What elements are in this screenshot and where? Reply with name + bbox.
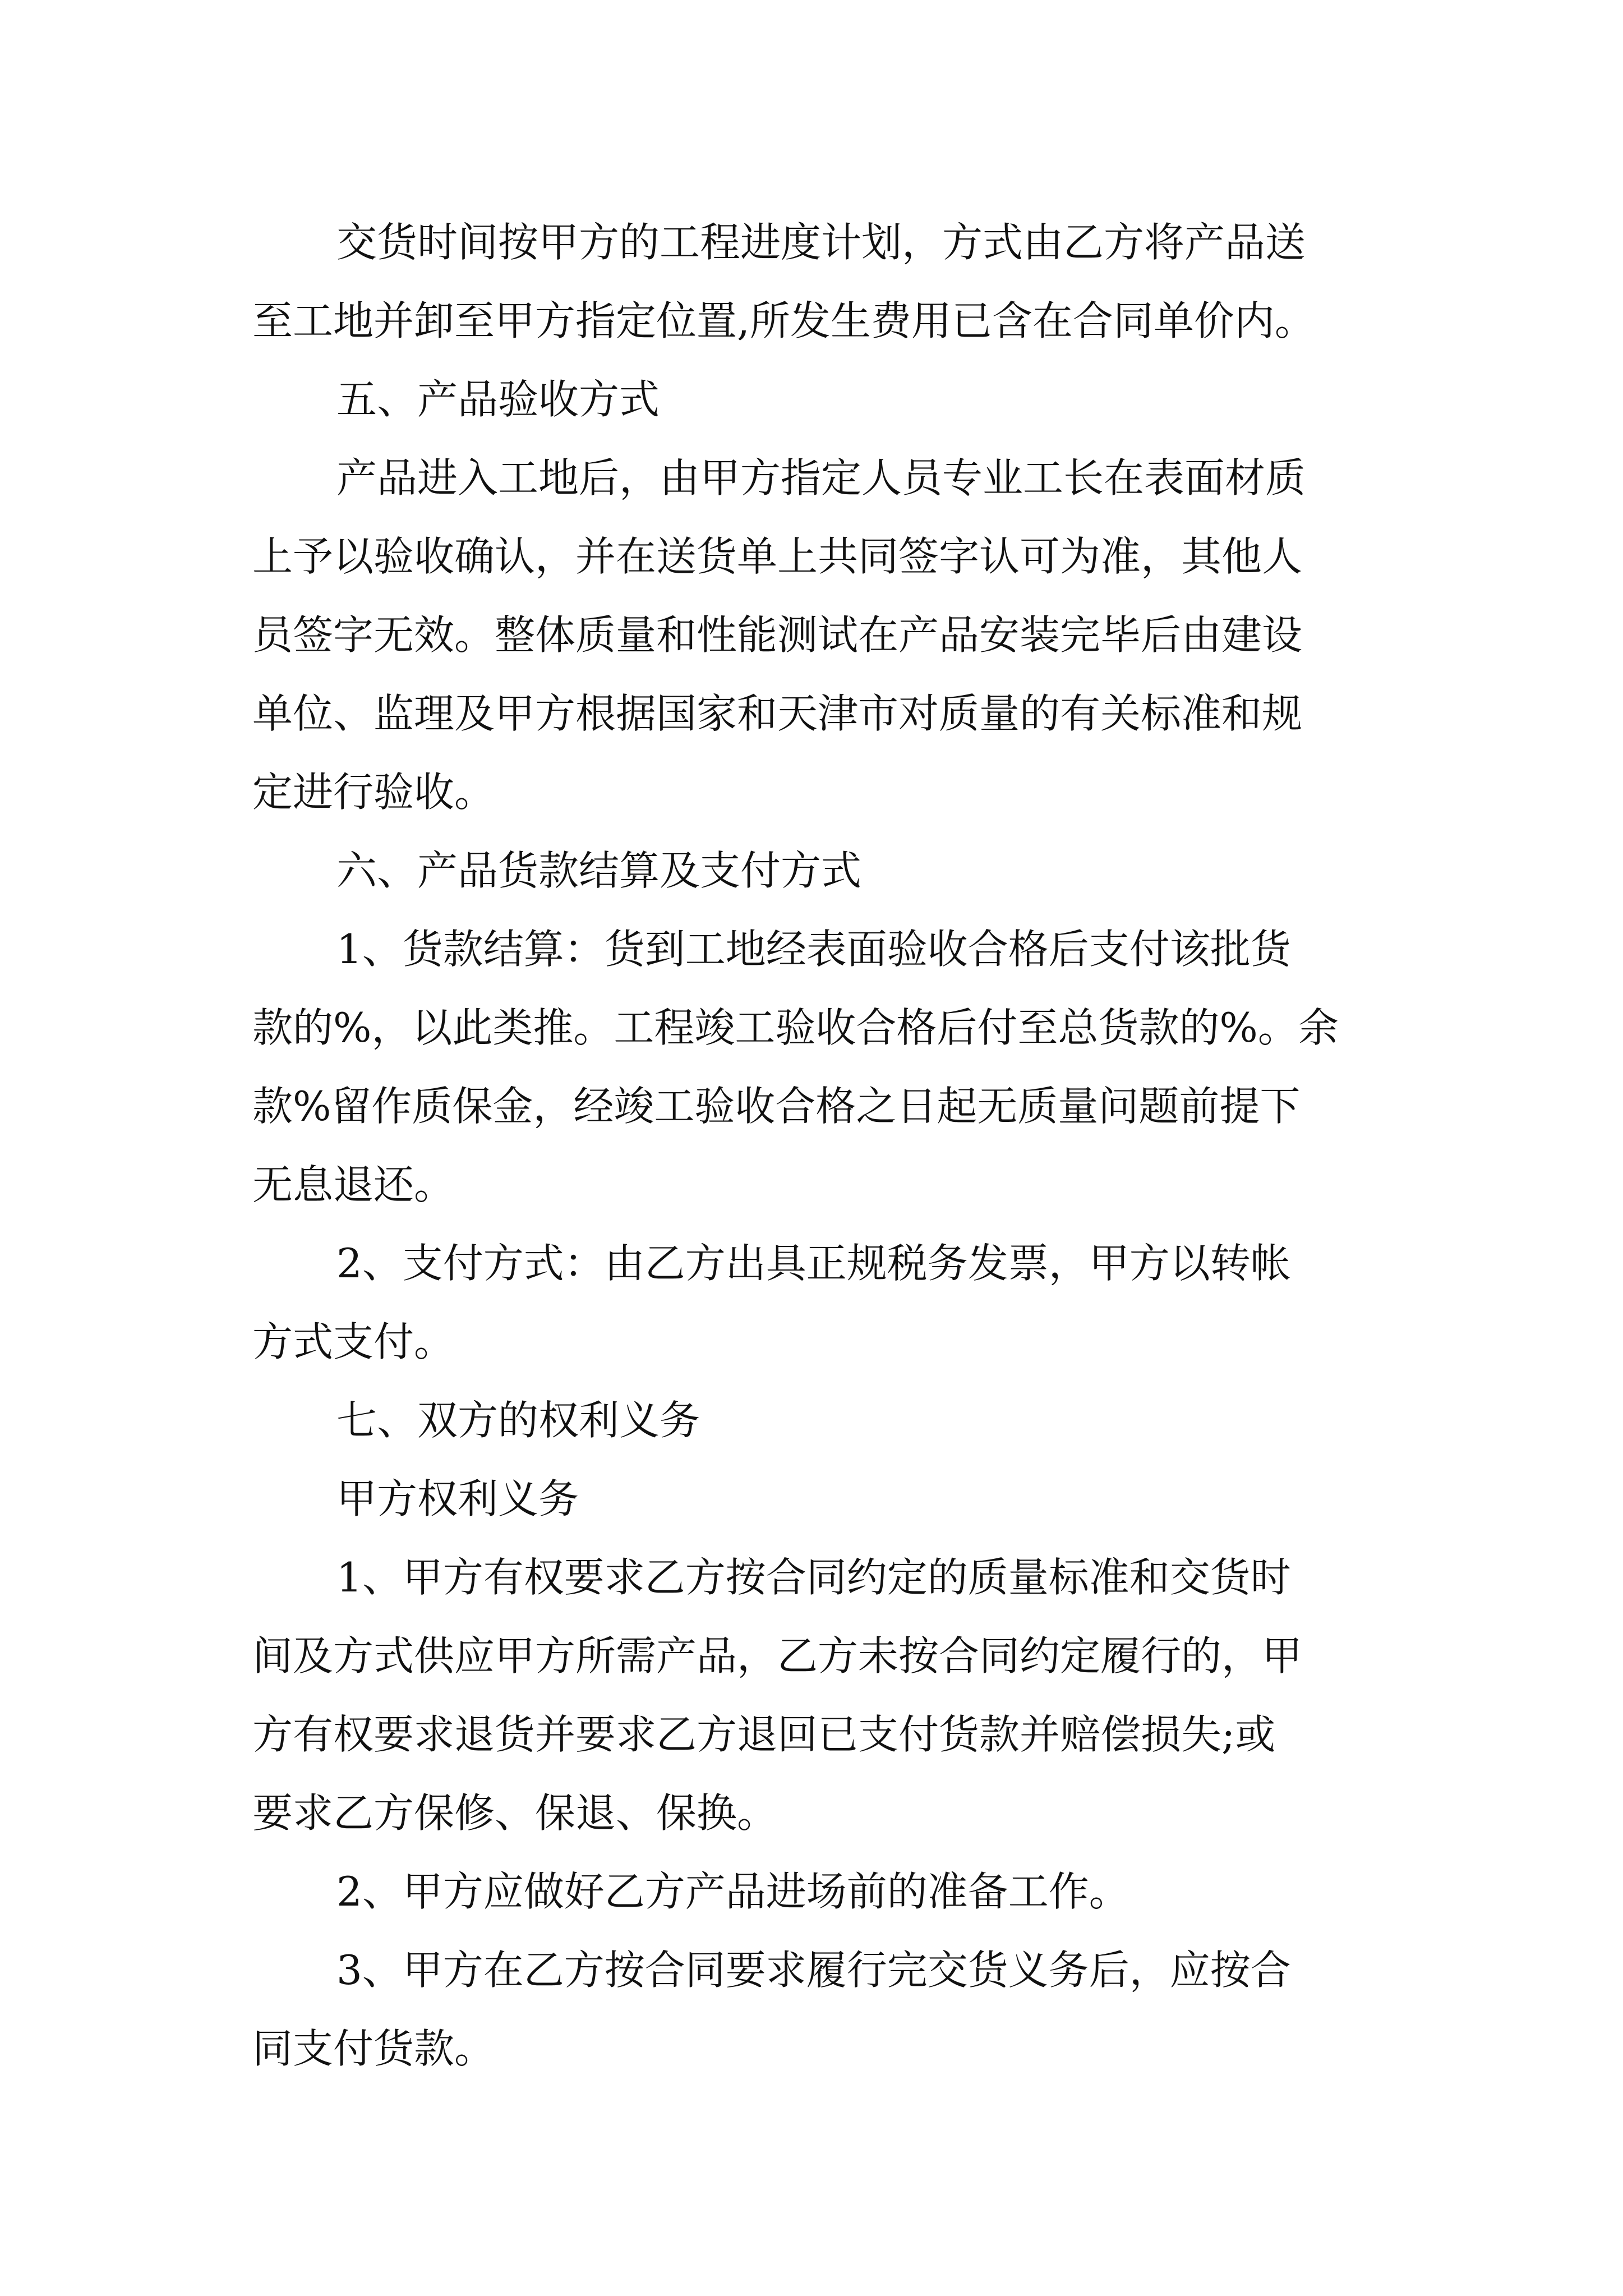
section-heading: 七、双方的权利义务 xyxy=(336,1397,700,1444)
text-line: 2、支付方式：由乙方出具正规税务发票，甲方以转帐 xyxy=(336,1240,1291,1287)
text-line: 2、甲方应做好乙方产品进场前的准备工作。 xyxy=(336,1868,1129,1915)
section-heading: 六、产品货款结算及支付方式 xyxy=(336,847,862,894)
text-line: 产品进入工地后，由甲方指定人员专业工长在表面材质 xyxy=(336,454,1306,501)
text-line: 要求乙方保修、保退、保换。 xyxy=(252,1789,778,1837)
text-line: 同支付货款。 xyxy=(252,2025,495,2072)
text-line: 1、甲方有权要求乙方按合同约定的质量标准和交货时 xyxy=(336,1554,1291,1601)
text-line: 间及方式供应甲方所需产品，乙方未按合同约定履行的，甲 xyxy=(252,1632,1303,1680)
text-line: 方式支付。 xyxy=(252,1318,455,1365)
section-heading: 五、产品验收方式 xyxy=(336,376,660,423)
text-line: 定进行验收。 xyxy=(252,769,495,816)
text-line: 单位、监理及甲方根据国家和天津市对质量的有关标准和规 xyxy=(252,690,1303,737)
text-line: 无息退还。 xyxy=(252,1161,455,1208)
text-line: 1、货款结算：货到工地经表面验收合格后支付该批货 xyxy=(336,926,1291,973)
text-line: 交货时间按甲方的工程进度计划，方式由乙方将产品送 xyxy=(336,219,1306,266)
text-line: 3、甲方在乙方按合同要求履行完交货义务后，应按合 xyxy=(336,1947,1291,1994)
text-line: 至工地并卸至甲方指定位置,所发生费用已含在合同单价内。 xyxy=(252,297,1315,344)
text-line: 方有权要求退货并要求乙方退回已支付货款并赔偿损失;或 xyxy=(252,1711,1276,1758)
text-line: 上予以验收确认，并在送货单上共同签字认可为准，其他人 xyxy=(252,533,1303,580)
text-line: 款%留作质保金，经竣工验收合格之日起无质量问题前提下 xyxy=(252,1083,1301,1130)
text-line: 款的%，以此类推。工程竣工验收合格后付至总货款的%。余 xyxy=(252,1004,1339,1051)
subsection-heading: 甲方权利义务 xyxy=(336,1475,579,1522)
text-line: 员签字无效。整体质量和性能测试在产品安装完毕后由建设 xyxy=(252,611,1303,659)
